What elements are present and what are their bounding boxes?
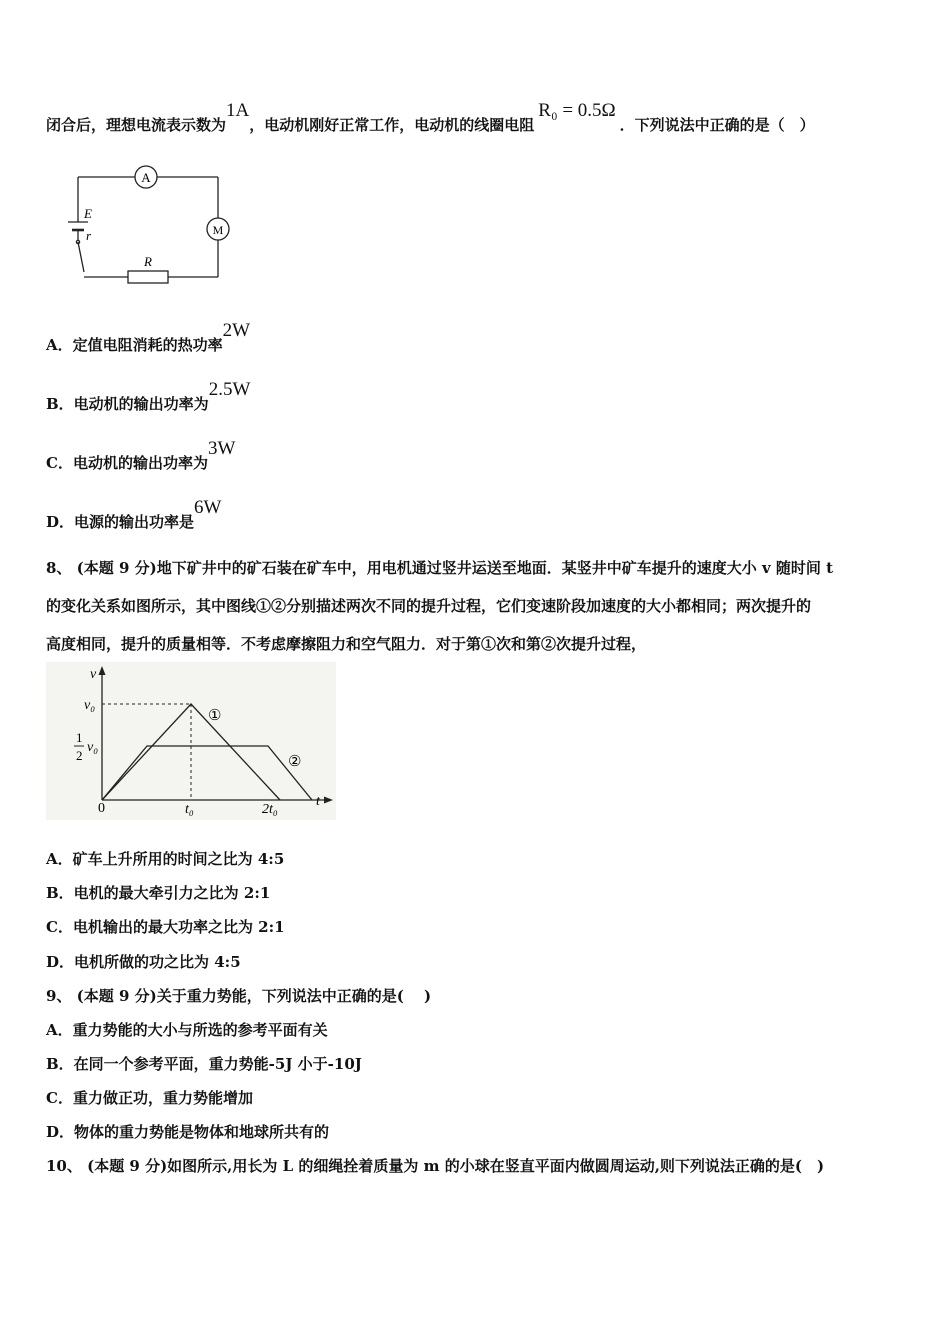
vt-graph-t0-label: t₀ bbox=[185, 802, 194, 817]
vt-graph-half-v0-label: v₀ bbox=[87, 740, 99, 755]
q7-option-c-text: C．电动机的输出功率为 bbox=[46, 454, 208, 472]
resistor-symbol bbox=[128, 271, 168, 283]
circuit-diagram bbox=[60, 160, 250, 290]
vt-graph bbox=[40, 662, 340, 822]
q8-stem-line-3: 高度相同，提升的质量相等．不考虑摩擦阻力和空气阻力．对于第①次和第②次提升过程， bbox=[46, 635, 647, 653]
q7-option-b-value: 2.5W bbox=[208, 379, 251, 400]
q7-option-c-value: 3W bbox=[207, 438, 236, 459]
q7-option-d-value: 6W bbox=[194, 497, 222, 518]
q7-option-b-text: B．电动机的输出功率为 bbox=[46, 395, 209, 413]
q7-option-b bbox=[46, 379, 251, 415]
resistor-label: R bbox=[144, 254, 152, 269]
q9-option-d: D．物体的重力势能是物体和地球所共有的 bbox=[46, 1123, 330, 1141]
q7-option-a bbox=[46, 320, 251, 356]
vt-graph-v-label: v bbox=[90, 667, 97, 682]
q7-option-a-text: A．定值电阻消耗的热功率 bbox=[46, 336, 223, 354]
q7-option-d bbox=[46, 497, 222, 533]
vt-graph-t-label: t bbox=[316, 794, 320, 809]
q8-option-c: C．电机输出的最大功率之比为 2:1 bbox=[46, 918, 285, 936]
q7-stem-part-b: ，电动机刚好正常工作，电动机的线圈电阻 bbox=[249, 116, 535, 134]
q9-option-c: C．重力做正功，重力势能增加 bbox=[46, 1089, 253, 1107]
q7-stem bbox=[46, 100, 815, 136]
q7-resistance-value: R₀ = 0.5Ω bbox=[538, 100, 616, 121]
q7-stem-part-c: ．下列说法中正确的是（ ） bbox=[619, 116, 815, 134]
internal-resistance-label: r bbox=[86, 228, 92, 243]
q8-option-a: A．矿车上升所用的时间之比为 4:5 bbox=[46, 850, 285, 868]
ammeter-label: A bbox=[141, 170, 151, 185]
q9-stem: 9、 (本题 9 分)关于重力势能，下列说法中正确的是( ) bbox=[46, 987, 432, 1005]
vt-graph-curve-1-label: ① bbox=[208, 708, 222, 724]
q7-current-value: 1A bbox=[226, 100, 250, 121]
switch-blade bbox=[78, 242, 84, 272]
q8-stem-line-2: 的变化关系如图所示，其中图线①②分别描述两次不同的提升过程，它们变速阶段加速度的大小都相同；两次提升的 bbox=[46, 597, 812, 615]
vt-graph-origin-label: 0 bbox=[98, 801, 105, 816]
q7-option-c bbox=[46, 438, 236, 474]
vt-graph-v0-label: v₀ bbox=[84, 698, 96, 713]
q10-stem: 10、 (本题 9 分)如图所示,用长为 L 的细绳拴着质量为 m 的小球在竖直平面内做圆周运动,则下列说法正确的是( ) bbox=[46, 1157, 825, 1175]
q7-option-d-text: D．电源的输出功率是 bbox=[46, 513, 195, 531]
vt-graph-half-numerator: 1 bbox=[76, 730, 83, 745]
emf-label: E bbox=[84, 206, 92, 221]
q8-option-d: D．电机所做的功之比为 4:5 bbox=[46, 953, 241, 971]
q9-option-b: B．在同一个参考平面，重力势能-5J 小于-10J bbox=[46, 1055, 362, 1073]
vt-graph-half-denominator: 2 bbox=[76, 748, 83, 763]
q7-option-a-value: 2W bbox=[222, 320, 251, 341]
q8-stem-line-1: 8、 (本题 9 分)地下矿井中的矿石装在矿车中，用电机通过竖井运送至地面．某竖井中矿车提升的速度大小 v 随时间 t bbox=[46, 559, 834, 577]
vt-graph-2t0-label: 2t₀ bbox=[262, 802, 278, 817]
q7-stem-part-a: 闭合后，理想电流表示数为 bbox=[46, 116, 227, 134]
motor-label: M bbox=[212, 223, 224, 237]
vt-graph-curve-2-label: ② bbox=[288, 754, 302, 770]
q9-option-a: A．重力势能的大小与所选的参考平面有关 bbox=[46, 1021, 328, 1039]
q8-option-b: B．电机的最大牵引力之比为 2:1 bbox=[46, 884, 271, 902]
